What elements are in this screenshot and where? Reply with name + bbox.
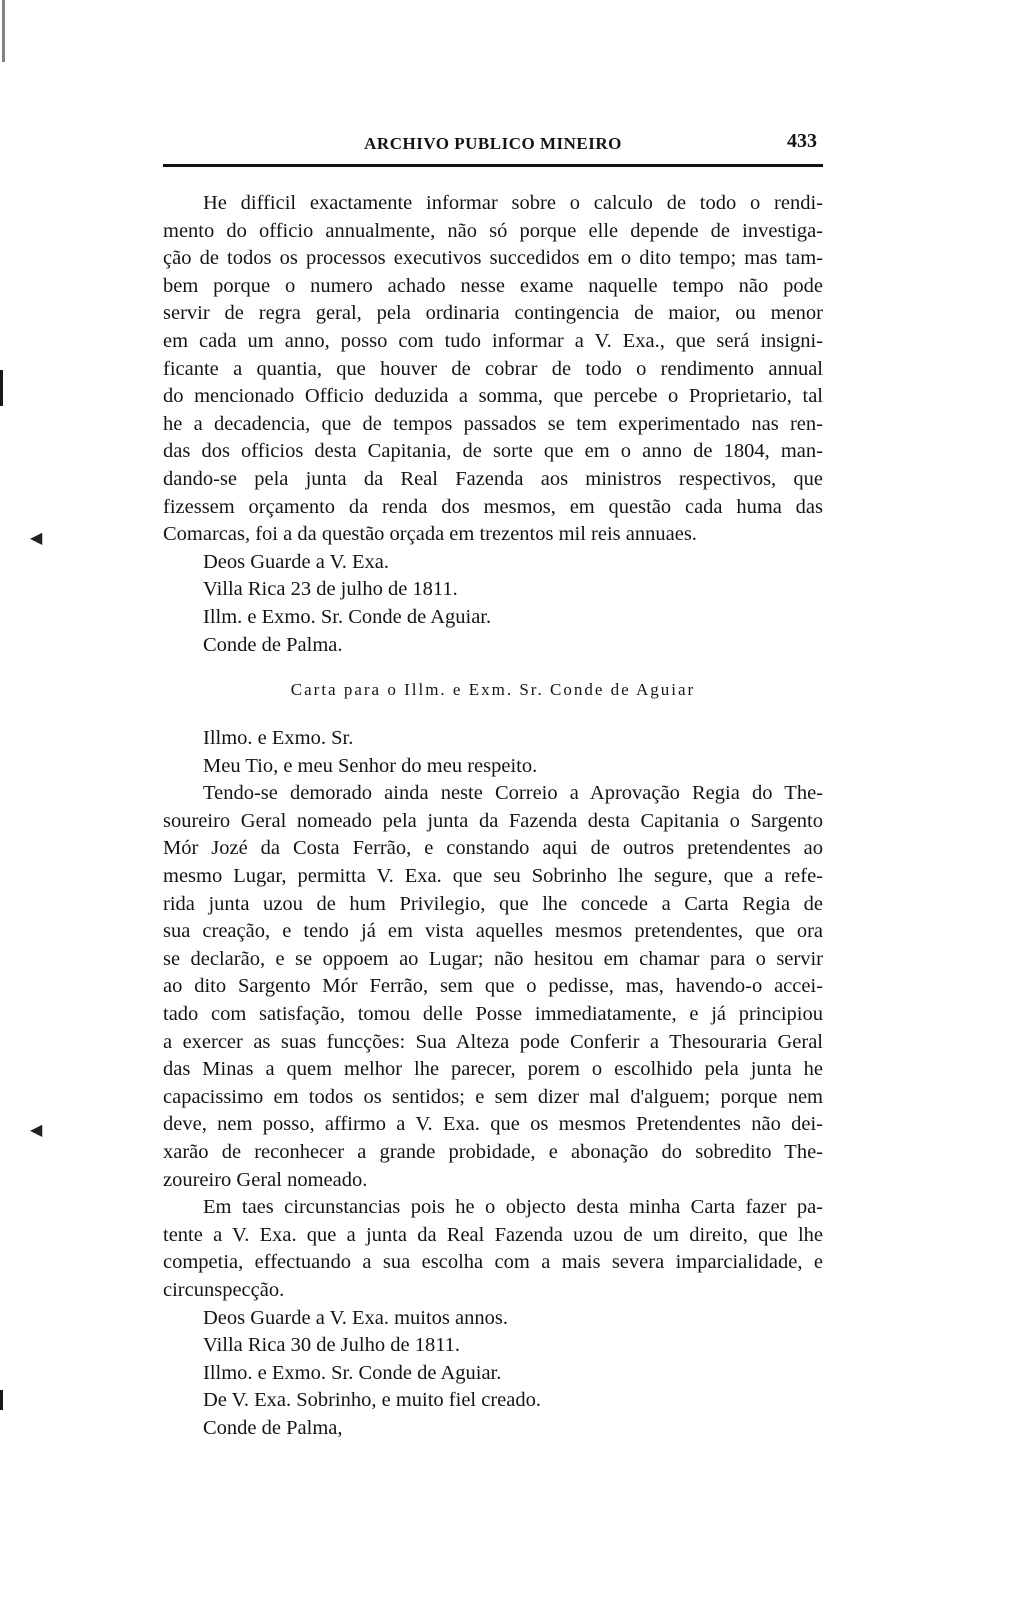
text-line: circunspecção. — [163, 1278, 285, 1301]
closing-line: Conde de Palma. — [203, 633, 343, 656]
closing-line: Illmo. e Exmo. Sr. Conde de Aguiar. — [203, 1361, 502, 1384]
scan-edge-mark-top — [2, 0, 5, 62]
scan-edge-mark-left-upper — [0, 370, 3, 406]
text-line: se declarão, e se oppoem ao Lugar; não hesitou em chamar para o servir — [163, 947, 823, 970]
text-line: a exercer as suas funcções: Sua Alteza pode Conferir a Thesouraria Geral — [163, 1030, 823, 1053]
text-line: soureiro Geral nomeado pela junta da Fazenda desta Capitania o Sargento — [163, 809, 823, 832]
text-line: sua creação, e tendo já em vista aquelles mesmos pretendentes, que ora — [163, 920, 823, 943]
paragraph — [163, 1194, 823, 1304]
paragraph — [163, 780, 823, 1194]
salutation-line: Meu Tio, e meu Senhor do meu respeito. — [203, 754, 538, 777]
scan-edge-mark-left-lower — [0, 1390, 3, 1410]
header-rule — [163, 164, 823, 167]
text-line: competia, effectuando a sua escolha com a mais severa imparcialidade, e — [163, 1251, 823, 1274]
closing-block — [163, 1305, 823, 1443]
text-line: Em taes circunstancias pois he o objecto desta minha Carta fazer pa- — [203, 1196, 823, 1219]
text-line: bem porque o numero achado nesse exame naquelle tempo não pode — [163, 274, 823, 297]
text-line: ao dito Sargento Mór Ferrão, sem que o pedisse, mas, havendo-o accei- — [163, 975, 823, 998]
text-line: mesmo Lugar, permitta V. Exa. que seu Sobrinho lhe segure, que a refe- — [163, 865, 823, 888]
closing-line: De V. Exa. Sobrinho, e muito fiel creado. — [203, 1389, 541, 1412]
text-line: Comarcas, foi a da questão orçada em trezentos mil reis annuaes. — [163, 523, 697, 546]
closing-line: Deos Guarde a V. Exa. muitos annos. — [203, 1306, 508, 1329]
text-line: Mór Jozé da Costa Ferrão, e constando aqui de outros pretendentes ao — [163, 837, 823, 860]
text-line: deve, nem posso, affirmo a V. Exa. que os mesmos Pretendentes não dei- — [163, 1113, 823, 1136]
text-line: zoureiro Geral nomeado. — [163, 1168, 368, 1191]
salutation — [163, 725, 823, 780]
closing-line: Conde de Palma, — [203, 1416, 343, 1439]
page-header — [163, 128, 823, 162]
closing-block — [163, 549, 823, 659]
text-line: Tendo-se demorado ainda neste Correio a Aprovação Regia do The- — [203, 782, 823, 805]
text-line: he a decadencia, que de tempos passados se tem experimentado nas ren- — [163, 412, 823, 435]
paragraph — [163, 190, 823, 549]
salutation-line: Illmo. e Exmo. Sr. — [203, 727, 354, 750]
text-line: tente a V. Exa. que a junta da Real Fazenda uzou de um direito, que lhe — [163, 1223, 823, 1246]
text-line: servir de regra geral, pela ordinaria contingencia de maior, ou menor — [163, 302, 823, 325]
closing-line: Illm. e Exmo. Sr. Conde de Aguiar. — [203, 605, 492, 628]
closing-line: Villa Rica 23 de julho de 1811. — [203, 578, 458, 601]
closing-line: Villa Rica 30 de Julho de 1811. — [203, 1334, 461, 1357]
text-line: dando-se pela junta da Real Fazenda aos ministros respectivos, que — [163, 467, 823, 490]
text-line: das dos officios desta Capitania, de sorte que em o anno de 1804, man- — [163, 440, 823, 463]
closing-line: Deos Guarde a V. Exa. — [203, 550, 389, 573]
section-heading: Carta para o Illm. e Exm. Sr. Conde de Aguiar — [290, 680, 696, 700]
text-line: ficante a quantia, que houver de cobrar de todo o rendimento annual — [163, 357, 823, 380]
text-line: ção de todos os processos executivos succedidos em o dito tempo; mas tam- — [163, 247, 823, 270]
text-line: em cada um anno, posso com tudo informar a V. Exa., que será insigni- — [163, 329, 823, 352]
margin-arrow-mark: ◀ — [30, 1122, 43, 1139]
text-line: He difficil exactamente informar sobre o calculo de todo o rendi- — [203, 192, 823, 214]
text-line: xarão de reconhecer a grande probidade, e abonação do sobredito The- — [163, 1141, 823, 1163]
text-line: mento do officio annualmente, não só porque elle depende de investiga- — [163, 219, 823, 242]
body-text — [163, 190, 823, 1443]
page-number: 433 — [787, 130, 817, 152]
running-head: ARCHIVO PUBLICO MINEIRO — [364, 134, 622, 153]
text-line: capacissimo em todos os sentidos; e sem dizer mal d'alguem; porque nem — [163, 1085, 823, 1108]
text-line: tado com satisfação, tomou delle Posse immediatamente, e já principiou — [163, 1003, 823, 1026]
text-line: das Minas a quem melhor lhe parecer, porem o escolhido pela junta he — [163, 1058, 823, 1081]
text-line: do mencionado Officio deduzida a somma, que percebe o Proprietario, tal — [163, 385, 823, 408]
margin-arrow-mark: ◀ — [30, 530, 43, 547]
text-line: fizessem orçamento da renda dos mesmos, em questão cada huma das — [163, 495, 823, 518]
text-line: rida junta uzou de hum Privilegio, que lhe concede a Carta Regia de — [163, 892, 823, 915]
